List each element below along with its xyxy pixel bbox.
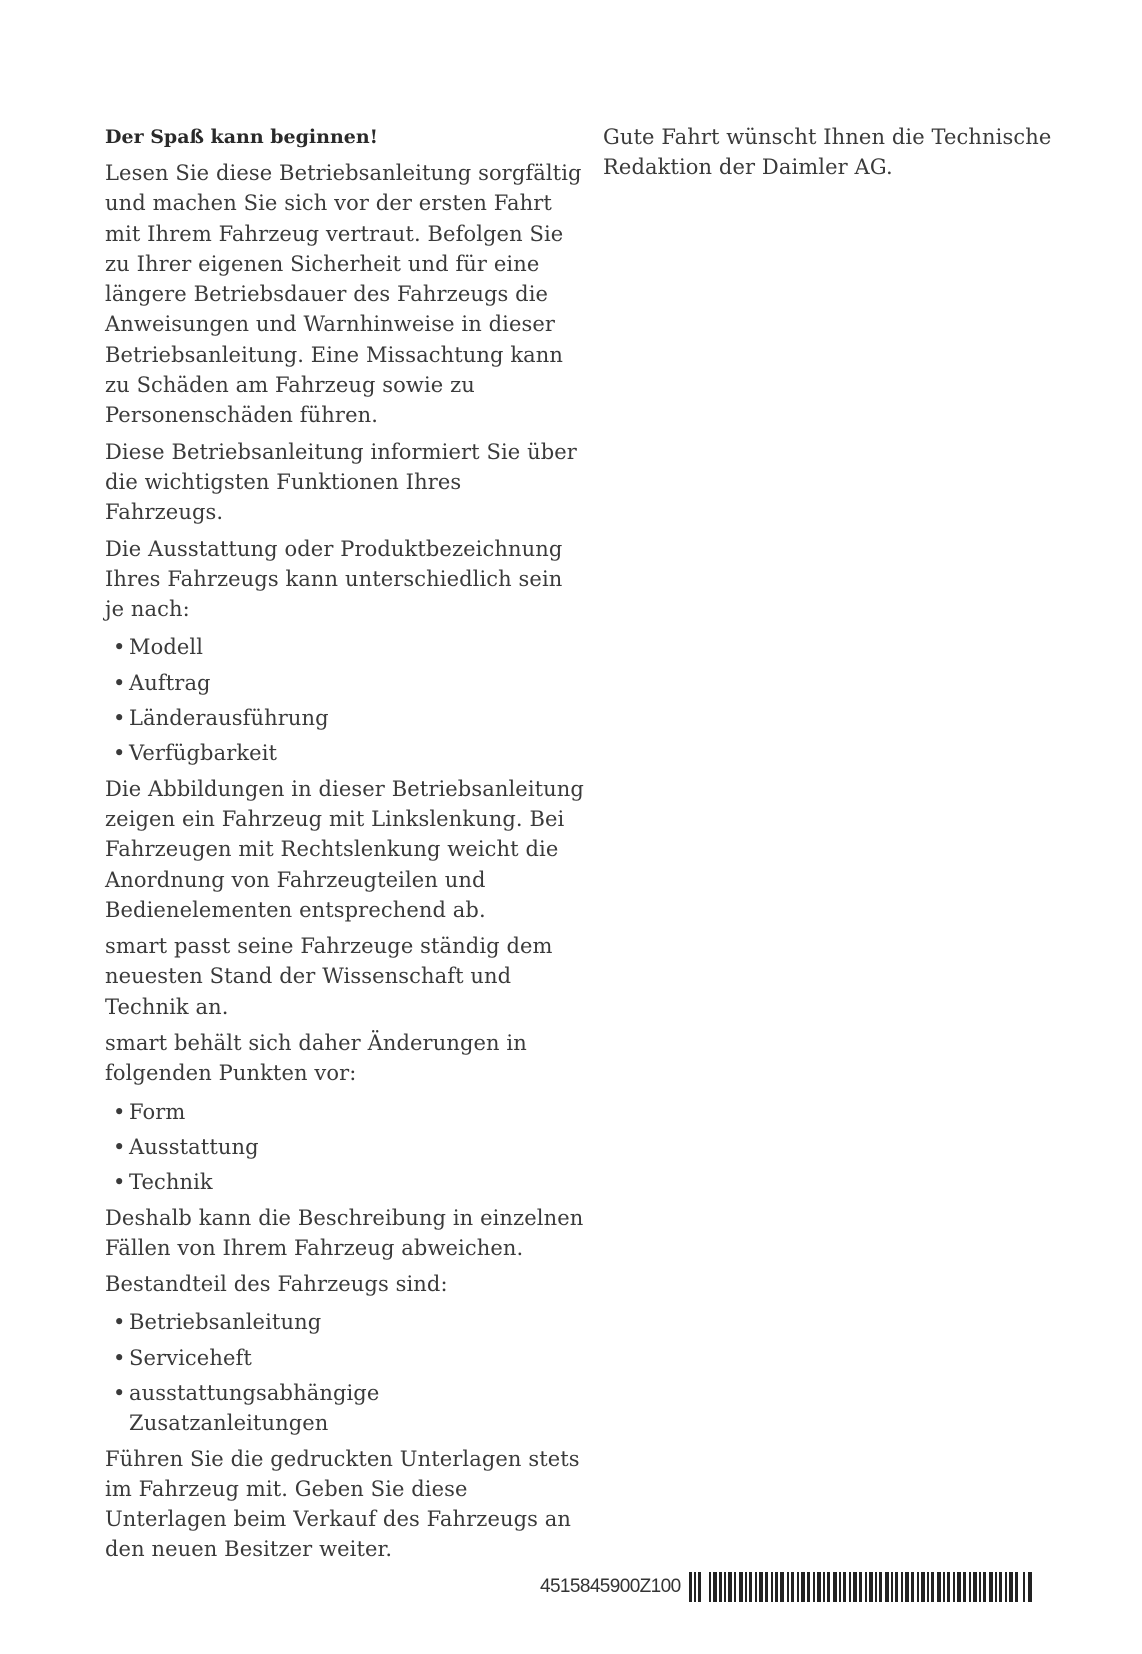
info-paragraph: Diese Betriebsanleitung informiert Sie über die wichtigsten Funktionen Ihres Fahrzeugs. (105, 439, 577, 525)
section-heading: Der Spaß kann beginnen! (105, 126, 379, 148)
closing-paragraph: Gute Fahrt wünscht Ihnen die Technische Redaktion der Daimler AG. (603, 125, 1052, 180)
components-list (105, 1307, 585, 1438)
list-item: • ausstattungsabhängige Zusatzanleitungen (105, 1378, 585, 1439)
list-item: • Betriebsanleitung (105, 1307, 585, 1337)
list-item: • Serviceheft (105, 1343, 585, 1373)
components-paragraph: Bestandteil des Fahrzeugs sind: (105, 1272, 448, 1297)
list-item: • Länderausführung (105, 703, 585, 733)
list-item: • Ausstattung (105, 1132, 585, 1162)
equipment-list (105, 632, 585, 768)
smart-update-paragraph: smart passt seine Fahrzeuge ständig dem neuesten Stand der Wissenschaft und Technik an. (105, 934, 553, 1019)
changes-list (105, 1097, 585, 1198)
barcode-icon (689, 1572, 1034, 1602)
barcode-area (540, 1572, 1034, 1602)
list-item: • Verfügbarkeit (105, 738, 585, 768)
deviation-paragraph: Deshalb kann die Beschreibung in einzelnen Fällen von Ihrem Fahrzeug abweichen. (105, 1205, 584, 1260)
list-item: • Auftrag (105, 668, 585, 698)
documents-paragraph: Führen Sie die gedruckten Unterlagen stets im Fahrzeug mit. Geben Sie diese Unterlagen beim Verkauf des Fahrzeugs an den neuen Besitzer weiter. (105, 1446, 580, 1562)
right-column (603, 122, 1083, 189)
left-column (105, 122, 585, 1571)
barcode-number: 4515845900Z100 (540, 1576, 681, 1597)
list-item: • Form (105, 1097, 585, 1127)
equipment-paragraph: Die Ausstattung oder Produktbezeichnung Ihres Fahrzeugs kann unterschiedlich sein je nach: (105, 536, 563, 622)
intro-paragraph: Lesen Sie diese Betriebsanleitung sorgfältig und machen Sie sich vor der ersten Fahrt mit Ihrem Fahrzeug vertraut. Befolgen Sie zu Ihrer eigenen Sicherheit und für eine längere Betriebsdauer des Fahrzeugs die Anweisungen und Warnhinweise in dieser Betriebsanleitung. Eine Missachtung kann zu Schäden am Fahrzeug sowie zu Personenschäden führen. (105, 161, 582, 428)
illustrations-paragraph: Die Abbildungen in dieser Betriebsanleitung zeigen ein Fahrzeug mit Linkslenkung. Bei Fahrzeugen mit Rechtslenkung weicht die Anordnung von Fahrzeugteilen und Bedienelementen entsprechend ab. (105, 776, 584, 922)
changes-paragraph: smart behält sich daher Änderungen in folgenden Punkten vor: (105, 1031, 527, 1086)
list-item: • Technik (105, 1167, 585, 1197)
list-item: • Modell (105, 632, 585, 662)
